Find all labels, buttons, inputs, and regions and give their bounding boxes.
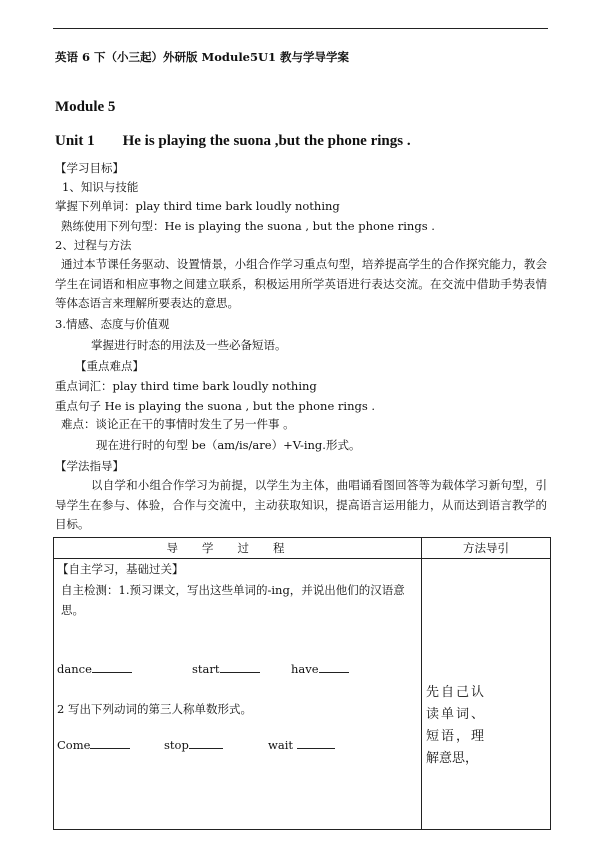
- ing-exercise-have: [291, 661, 349, 677]
- header-rule: [53, 28, 548, 29]
- verb-exercise-wait: [268, 737, 335, 753]
- self-study-heading: 【自主学习，基础过关】: [57, 562, 184, 576]
- unit-title: He is playing the suona ,but the phone rings .: [122, 133, 411, 149]
- process-paragraph: 通过本节课任务驱动、设置情景，小组合作学习重点句型，培养提高学生的合作探究能力，教会学生在词语和相应事物之间建立联系，积极运用所学英语进行表达交流。在交流中借助手势表情等体态语言来理解所要表达的意思。: [55, 257, 547, 310]
- verb-exercise-come: [57, 737, 130, 753]
- method-side-note: 先自己认读单词、短语，理解意思，: [426, 685, 484, 766]
- key-vocabulary: 重点词汇：play third time bark loudly nothing: [55, 379, 317, 393]
- tense-rule: 现在进行时的句型 be（am/is/are）+V-ing.形式。: [96, 438, 361, 452]
- attitude-text: 掌握进行时态的用法及一些必备短语。: [91, 338, 287, 352]
- verb-wait: wait: [268, 738, 293, 752]
- answer-blank[interactable]: [319, 662, 349, 673]
- answer-blank[interactable]: [220, 662, 260, 673]
- process-heading: 2、过程与方法: [55, 238, 132, 252]
- answer-blank[interactable]: [189, 738, 223, 749]
- table-header-process: 导学过程: [54, 538, 422, 559]
- verb-come: Come: [57, 738, 91, 752]
- process-cell: [54, 559, 422, 830]
- ing-exercise-row: [57, 661, 132, 677]
- third-person-prompt: 2 写出下列动词的第三人称单数形式。: [57, 702, 252, 716]
- attitude-heading: 3.情感、态度与价值观: [55, 317, 170, 331]
- verb-stop: stop: [164, 738, 189, 752]
- difficulty-line: 难点：谈论正在干的事情时发生了另一件事 。: [61, 417, 295, 431]
- unit-title-line: [55, 131, 411, 151]
- answer-blank[interactable]: [90, 738, 130, 749]
- key-sentence: 重点句子 He is playing the suona , but the phone rings .: [55, 399, 376, 413]
- goals-heading: 【学习目标】: [55, 161, 124, 175]
- ing-exercise-start: [192, 661, 260, 677]
- ing-word-start: start: [192, 662, 220, 676]
- key-points-heading: 【重点难点】: [75, 359, 144, 373]
- unit-number: Unit 1: [55, 133, 95, 149]
- ing-word-dance: dance: [57, 662, 92, 676]
- method-heading: 【学法指导】: [55, 459, 124, 473]
- self-check-instruction: 自主检测：1.预习课文，写出这些单词的-ing，并说出他们的汉语意思。: [61, 583, 405, 617]
- document-header: 英语 6 下（小三起）外研版 Module5U1 教与学导学案: [55, 50, 350, 64]
- knowledge-heading: 1、知识与技能: [62, 180, 139, 194]
- guide-table: [53, 537, 551, 830]
- module-title: Module 5: [55, 99, 116, 115]
- method-cell: [422, 559, 551, 830]
- ing-word-have: have: [291, 662, 319, 676]
- method-paragraph: 以自学和小组合作学习为前提，以学生为主体，曲唱诵看图回答等为载体学习新句型，引导学生在参与、体验，合作与交流中，主动获取知识，提高语言运用能力，从而达到语言教学的目标。: [55, 478, 547, 531]
- sentence-line: 熟练使用下列句型：He is playing the suona , but the phone rings .: [61, 219, 435, 233]
- answer-blank[interactable]: [92, 662, 132, 673]
- table-header-method: 方法导引: [422, 538, 551, 559]
- answer-blank[interactable]: [297, 738, 335, 749]
- vocabulary-line: 掌握下列单词：play third time bark loudly nothing: [55, 199, 340, 213]
- verb-exercise-stop: [164, 737, 223, 753]
